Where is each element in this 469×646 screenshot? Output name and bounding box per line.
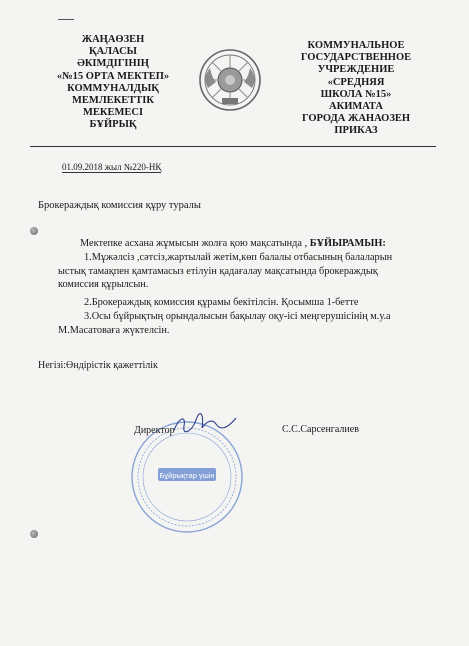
order-subject: Брокераждық комиссия құру туралы: [38, 200, 201, 211]
body-paragraph-intro: [58, 237, 402, 251]
header-left-line: МЕКЕМЕСІ: [82, 107, 144, 119]
intro-text: Мектепке асхана жұмысын жолға қою мақсатында ,: [80, 238, 310, 249]
order-keyword: БҰЙЫРАМЫН:: [309, 238, 386, 249]
order-body: [58, 237, 402, 338]
stamp-text: Бұйрықтар үшін: [159, 471, 215, 480]
order-date-number: [62, 162, 161, 172]
signature: [170, 412, 240, 436]
header-left-line: ӘКІМДІГІНІҢ: [77, 58, 149, 70]
header-right-line: ШКОЛА №15»: [320, 88, 392, 100]
header-left-line: ЖАҢАӨЗЕН: [81, 34, 145, 45]
scan-mark: [58, 19, 74, 20]
header-left-line: МЕМЛЕКЕТТІК: [72, 95, 154, 107]
header-right-line: ГОСУДАРСТВЕННОЕ: [300, 52, 412, 64]
order-basis: Негізі:Өндірістік қажеттілік: [38, 360, 158, 371]
director-name: С.С.Сарсенгалиев: [282, 424, 359, 435]
header-right-line: ПРИКАЗ: [334, 125, 378, 137]
header-right-line: ГОРОДА ЖАНАОЗЕН: [301, 113, 411, 125]
header-right-line: КОММУНАЛЬНОЕ: [307, 40, 405, 51]
header-left-line: КОММУНАЛДЫҚ: [67, 82, 159, 94]
header-right-line: «СРЕДНЯЯ: [327, 76, 385, 88]
header-right-line: АКИМАТА: [329, 101, 383, 113]
header-left-line: БҰЙРЫҚ: [89, 119, 137, 131]
header-right-russian: [286, 40, 426, 138]
order-date-number-text: 01.09.2018 жыл №220-НҚ: [62, 162, 162, 172]
director-title: Директор: [134, 425, 175, 436]
header-left-line: ҚАЛАСЫ: [89, 46, 137, 58]
punch-hole: [30, 227, 38, 235]
header-left-line: «№15 ОРТА МЕКТЕП»: [56, 70, 170, 82]
header-right-line: УЧРЕЖДЕНИЕ: [317, 64, 395, 76]
header-left-kazakh: [38, 34, 188, 132]
punch-hole: [30, 530, 38, 538]
body-paragraph-1: 1.Мұжәлсіз ,сәтсіз,жартылай жетім,көп балалы отбасының балаларын ыстық тамақпен қамтамасыз етілуін қадағалау мақсатында брокераждық комиссия құрылсын.: [58, 251, 393, 291]
header-divider: [30, 146, 436, 147]
body-paragraph-3: 3.Осы бұйрықтың орындалысын бақылау оқу-ісі меңгерушісінің м.у.а М.Масатоваға жүктелсін.: [58, 310, 391, 336]
body-paragraph-2: 2.Брокераждық комиссия құрамы бекітілсін. Қосымша 1-бетте: [84, 297, 359, 309]
state-emblem-icon: [198, 48, 262, 112]
